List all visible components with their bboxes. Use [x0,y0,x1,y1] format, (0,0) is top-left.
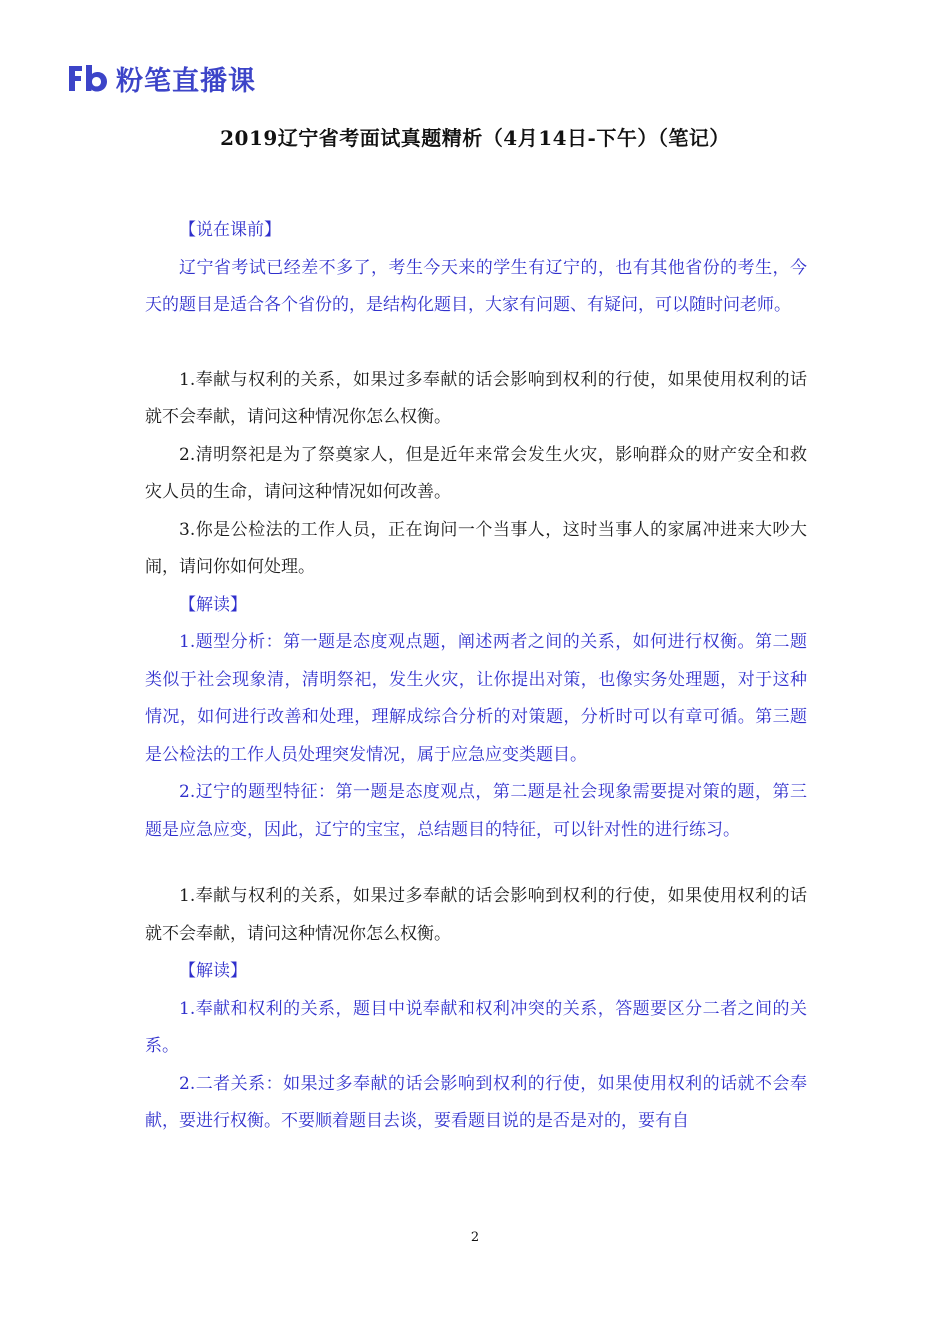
question-3: 3.你是公检法的工作人员，正在询问一个当事人，这时当事人的家属冲进来大吵大闹，请问你如何处理。 [145,519,807,577]
intro-paragraph: 辽宁省考试已经差不多了，考生今天来的学生有辽宁的，也有其他省份的考生，今天的题目是适合各个省份的，是结构化题目，大家有问题、有疑问，可以随时问老师。 [145,257,807,315]
analysis2-paragraph-2: 2.二者关系：如果过多奉献的话会影响到权利的行使，如果使用权利的话就不会奉献，要进行权衡。不要顺着题目去谈，要看题目说的是否是对的，要有自 [145,1073,807,1131]
document-title: 2019辽宁省考面试真题精析（4月14日-下午）（笔记） [220,126,730,150]
analysis-paragraph-1: 1.题型分析：第一题是态度观点题，阐述两者之间的关系，如何进行权衡。第二题类似于社会现象清，清明祭祀，发生火灾，让你提出对策，也像实务处理题，对于这种情况，如何进行改善和处理，理解成综合分析的对策题，分析时可以有章可循。第三题是公检法的工作人员处理突发情况，属于应急应变类题目。 [145,632,807,765]
brand-logo [66,58,256,98]
question-1: 1.奉献与权利的关系，如果过多奉献的话会影响到权利的行使，如果使用权利的话就不会奉献，请问这种情况你怎么权衡。 [145,369,807,427]
analysis-heading: 【解读】 [179,594,247,615]
intro-heading: 【说在课前】 [179,220,281,240]
question-1-repeat: 1.奉献与权利的关系，如果过多奉献的话会影响到权利的行使，如果使用权利的话就不会奉献，请问这种情况你怎么权衡。 [145,886,807,944]
fb-logo-icon [66,61,110,95]
analysis2-paragraph-1: 1.奉献和权利的关系，题目中说奉献和权利冲突的关系，答题要区分二者之间的关系。 [145,998,807,1056]
analysis2-heading: 【解读】 [179,961,247,981]
analysis-paragraph-2: 2.辽宁的题型特征：第一题是态度观点，第二题是社会现象需要提对策的题，第三题是应急应变，因此，辽宁的宝宝，总结题目的特征，可以针对性的进行练习。 [145,782,807,840]
question-2: 2.清明祭祀是为了祭奠家人，但是近年来常会发生火灾，影响群众的财产安全和救灾人员的生命，请问这种情况如何改善。 [145,444,807,502]
document-body [145,212,807,1141]
page-number: 2 [470,1230,480,1245]
brand-name: 粉笔直播课 [116,65,256,97]
